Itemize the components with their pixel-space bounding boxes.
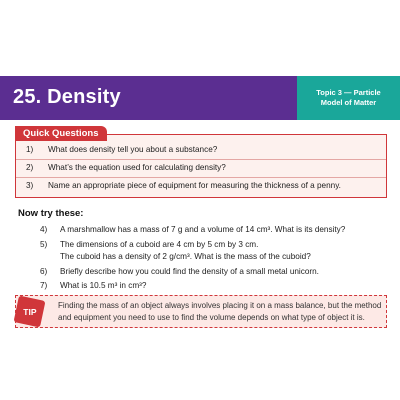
question-text: What is 10.5 m³ in cm³?: [60, 281, 147, 290]
question-number: 1): [26, 145, 34, 154]
divider: [16, 159, 386, 160]
question-number: 5): [40, 240, 48, 249]
question-number: 3): [26, 181, 34, 190]
divider: [16, 177, 386, 178]
question-number: 7): [40, 281, 48, 290]
question-text-continued: The cuboid has a density of 2 g/cm³. What is the mass of the cuboid?: [60, 252, 311, 261]
question-text: The dimensions of a cuboid are 4 cm by 5 cm by 3 cm.: [60, 240, 259, 249]
tip-box: [15, 295, 387, 328]
quick-question: [16, 161, 386, 175]
tip-badge-label: TIP: [23, 307, 37, 318]
question-number: 2): [26, 163, 34, 172]
tip-badge-icon: [13, 295, 45, 327]
topic-line-2: Model of Matter: [320, 98, 377, 107]
question-text: Briefly describe how you could find the density of a small metal unicorn.: [60, 267, 319, 276]
header-bar: [0, 76, 400, 120]
question-text: A marshmallow has a mass of 7 g and a volume of 14 cm³. What is its density?: [60, 225, 346, 234]
question-text: Name an appropriate piece of equipment for measuring the thickness of a penny.: [48, 181, 341, 190]
quick-questions-box: [15, 128, 387, 198]
topic-line-1: Topic 3 — Particle: [316, 88, 381, 97]
question-text: What’s the equation used for calculating density?: [48, 163, 226, 172]
topic-label: [297, 76, 400, 120]
quick-question: [16, 179, 386, 193]
quick-questions-heading: Quick Questions: [15, 126, 107, 141]
tip-text-line-1: Finding the mass of an object always involves placing it on a mass balance, but the method: [58, 301, 382, 310]
now-try-heading: Now try these:: [18, 208, 84, 219]
practice-question: [0, 239, 400, 263]
quick-question: [16, 143, 386, 157]
question-number: 4): [40, 225, 48, 234]
question-text: What does density tell you about a substance?: [48, 145, 218, 154]
page-title: 25. Density: [13, 86, 121, 108]
question-number: 6): [40, 267, 48, 276]
tip-text-line-2: and equipment you need to use to find the volume depends on what type of object it is.: [58, 313, 365, 322]
